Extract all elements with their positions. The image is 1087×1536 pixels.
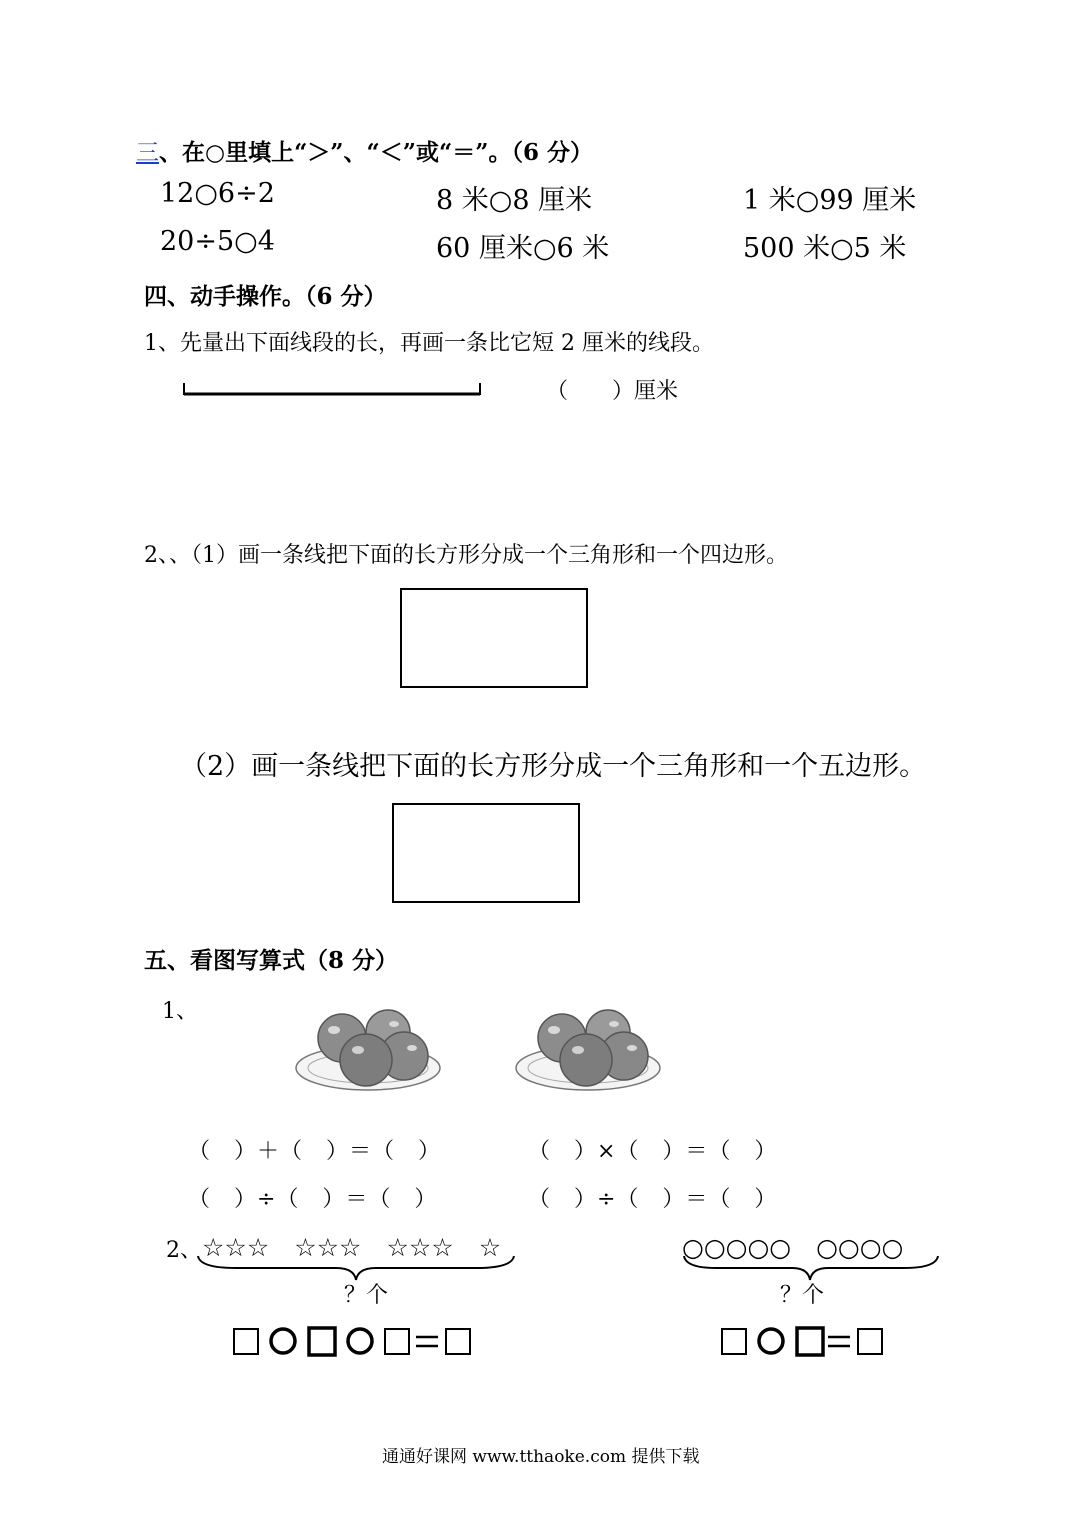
section4-title: 四、动手操作。（6 分）	[144, 283, 387, 310]
question-count-right: ？个	[780, 1283, 825, 1308]
section3-title	[136, 134, 593, 167]
answer-box-formula-right	[720, 1324, 888, 1360]
page-footer: 通通好课网 www.tthaoke.com 提供下载	[382, 1447, 700, 1467]
question-4-2-2: （2）画一条线把下面的长方形分成一个三角形和一个五边形。	[180, 751, 927, 782]
rectangle-figure	[400, 588, 588, 688]
rectangle-figure	[392, 803, 580, 903]
section3-number-link[interactable]: 三	[136, 140, 159, 166]
question-4-1: 1、先量出下面线段的长，再画一条比它短 2 厘米的线段。	[144, 331, 714, 356]
equation-blank-row: （ ）＋（ ）＝（ ）	[188, 1139, 442, 1164]
length-answer-blank: （ ）厘米	[546, 379, 679, 404]
compare-item: 1 米○99 厘米	[743, 185, 917, 216]
question-4-2-1: 2、、（1）画一条线把下面的长方形分成一个三角形和一个四边形。	[144, 543, 788, 568]
answer-box-formula-left	[232, 1324, 476, 1360]
equation-blank-row: （ ）÷（ ）＝（ ）	[528, 1187, 778, 1212]
question-5-1-label: 1、	[162, 999, 198, 1024]
compare-item: 12○6÷2	[160, 178, 275, 209]
apple-plate-image	[514, 1002, 666, 1094]
question-5-2-label: 2、	[166, 1238, 202, 1263]
equation-blank-row: （ ）÷（ ）＝（ ）	[188, 1187, 438, 1212]
measure-segment	[180, 380, 485, 400]
section5-title: 五、看图写算式（8 分）	[144, 947, 399, 974]
compare-item: 500 米○5 米	[743, 233, 907, 264]
compare-item: 20÷5○4	[160, 226, 275, 257]
section3-title-text: 、在○里填上“＞”、“＜”或“＝”。（6 分）	[159, 139, 593, 166]
stars-row: ☆☆☆ ☆☆☆ ☆☆☆ ☆	[202, 1233, 502, 1262]
equation-blank-row: （ ）×（ ）＝（ ）	[528, 1139, 778, 1164]
compare-item: 8 米○8 厘米	[436, 185, 593, 216]
circles-row: ○○○○○ ○○○○	[682, 1233, 904, 1262]
compare-item: 60 厘米○6 米	[436, 233, 610, 264]
question-count-left: ？个	[344, 1283, 389, 1308]
apple-plate-image	[294, 1002, 446, 1094]
